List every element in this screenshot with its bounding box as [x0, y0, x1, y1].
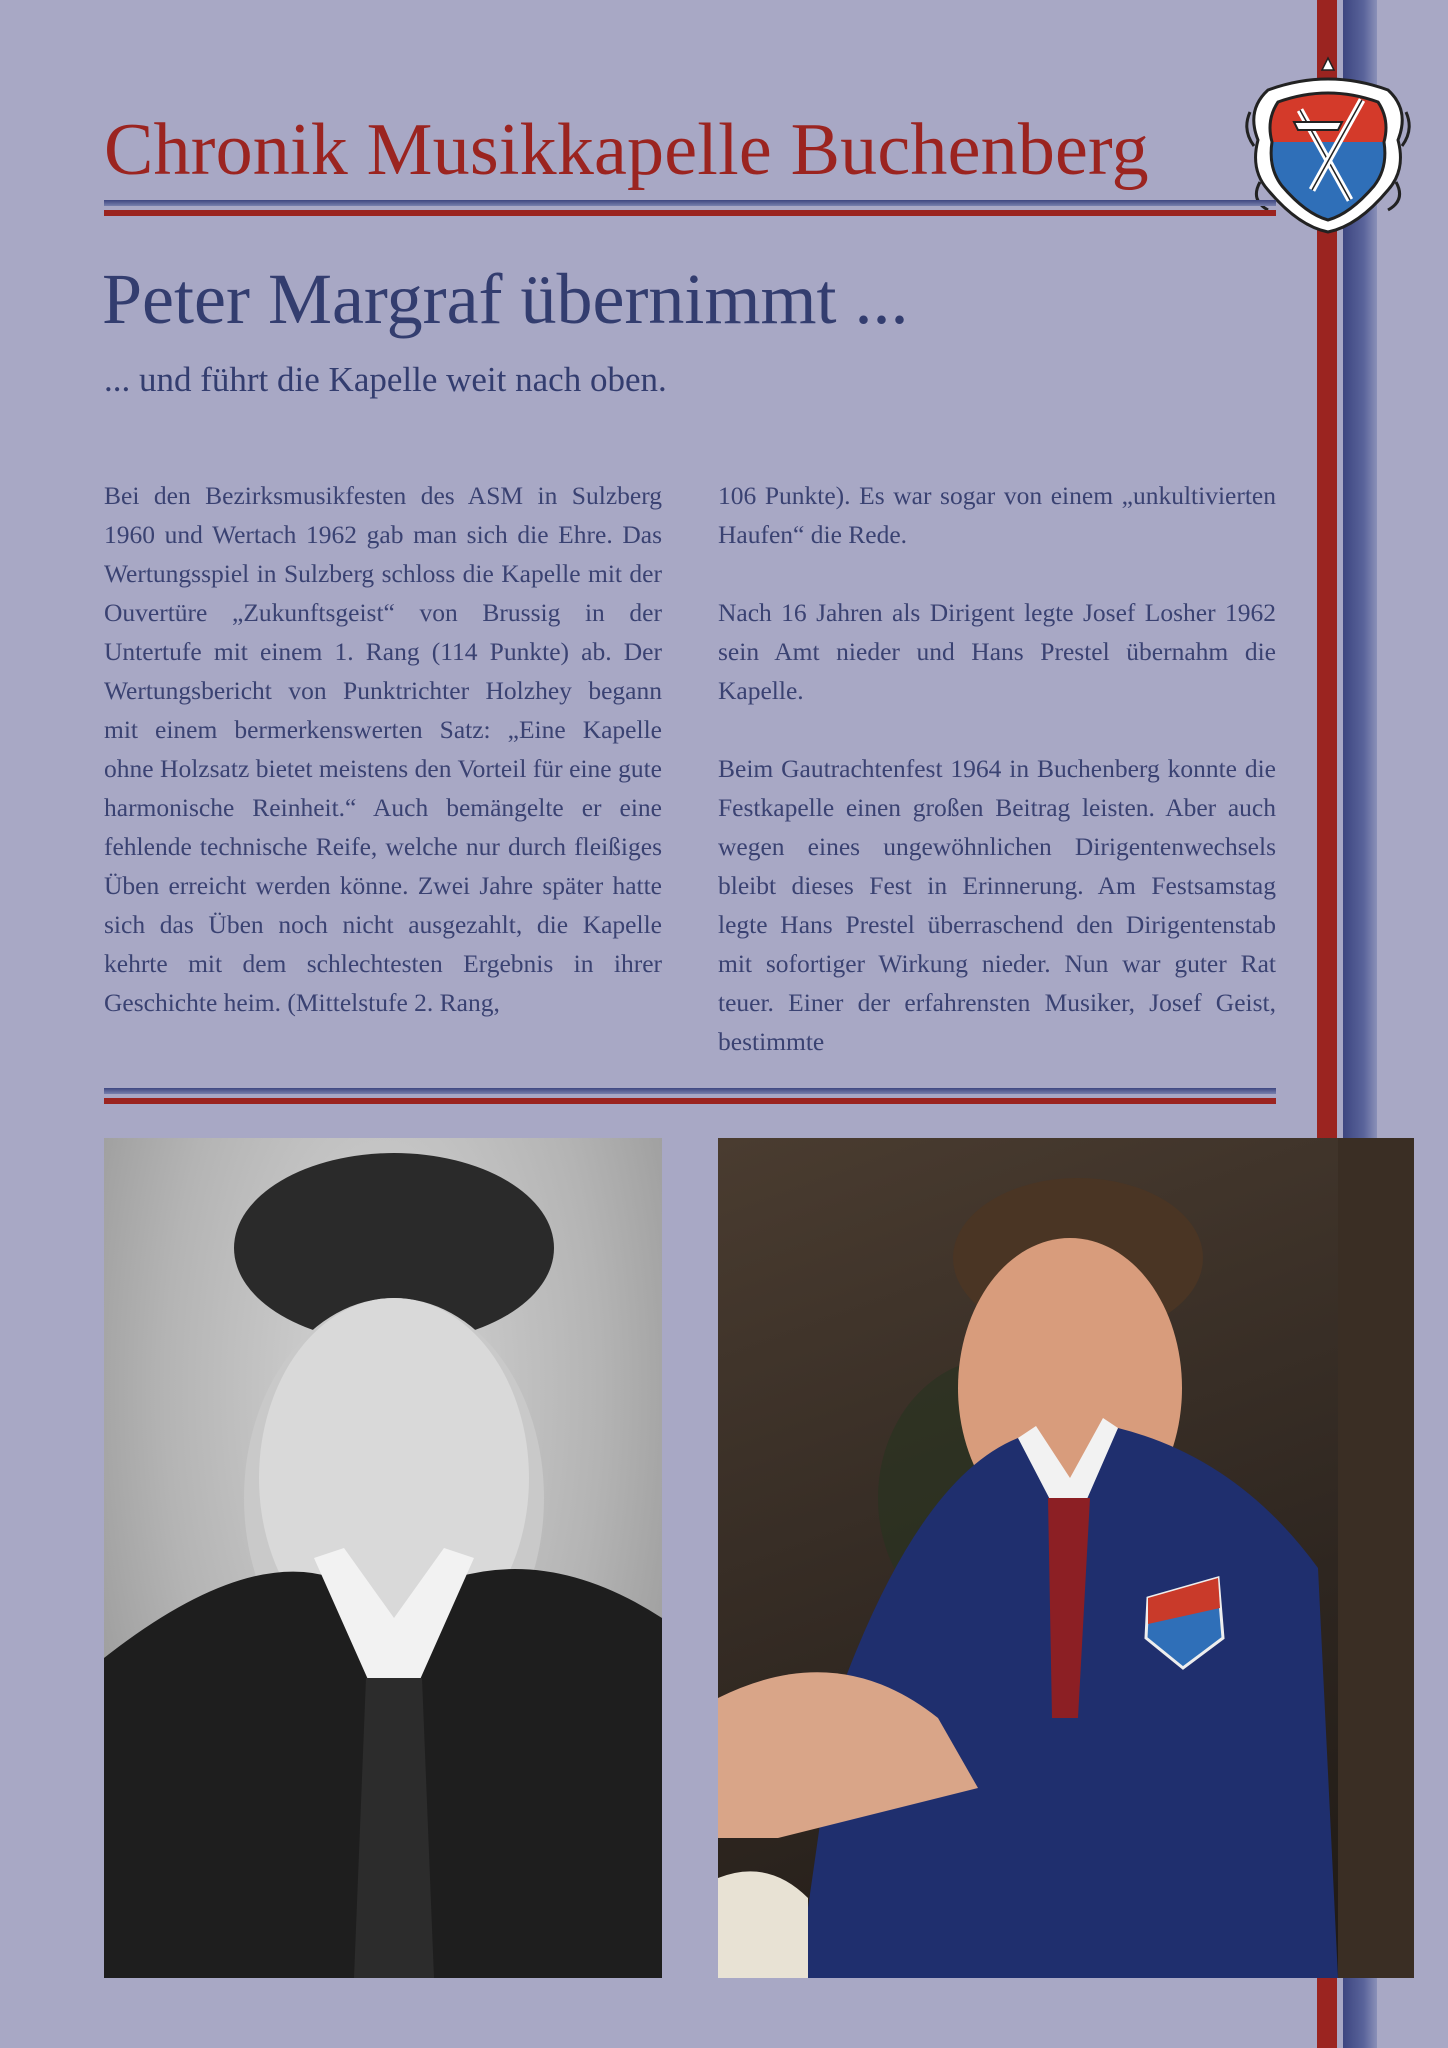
paragraph: Nach 16 Jahren als Dirigent legte Josef Losher 1962 sein Amt nieder und Hans Prestel übernahm die Kapelle. [718, 598, 1276, 705]
portrait-photo-bw [104, 1138, 662, 1978]
portrait-photo-color [718, 1138, 1414, 1978]
right-text-column [718, 476, 1276, 1061]
header-divider [104, 200, 1276, 216]
article-headline: Peter Margraf übernimmt ... [102, 259, 909, 339]
paragraph: Beim Gautrachtenfest 1964 in Buchenberg konnte die Festkapelle einen großen Beitrag leisten. Aber auch wegen eines ungewöhnlichen Dirigentenwechsels bleibt dieses Fest in Erinnerung. Am Festsamstag legte Hans Prestel überraschend den Dirigentenstab mit sofortiger Wirkung nieder. Nun war guter Rat teuer. Einer der erfahrensten Musiker, Josef Geist, bestimmte [718, 754, 1276, 1056]
page-title: Chronik Musikkapelle Buchenberg [104, 109, 1149, 191]
paragraph: Bei den Bezirksmusikfesten des ASM in Sulzberg 1960 und Wertach 1962 gab man sich die Ehre. Das Wertungsspiel in Sulzberg schloss die Kapelle mit der Ouvertüre „Zukunftsgeist“ von Brussig in der Untertufe mit einem 1. Rang (114 Punkte) ab. Der Wertungsbericht von Punktrichter Holzhey begann mit einem bermerkenswerten Satz: „Eine Kapelle ohne Holzsatz bietet meistens den Vorteil für eine gute harmonische Reinheit.“ Auch bemängelte er eine fehlende technische Reife, welche nur durch fleißiges Üben erreicht werden könne. Zwei Jahre später hatte sich das Üben noch nicht ausgezahlt, die Kapelle kehrte mit dem schlechtesten Ergebnis in ihrer Geschichte heim. (Mittelstufe 2. Rang, [104, 481, 662, 1017]
left-text-column [104, 476, 662, 1022]
paragraph: 106 Punkte). Es war sogar von einem „unkultivierten Haufen“ die Rede. [718, 481, 1276, 549]
section-divider [104, 1088, 1276, 1104]
article-subheadline: ... und führt die Kapelle weit nach oben. [104, 360, 667, 399]
